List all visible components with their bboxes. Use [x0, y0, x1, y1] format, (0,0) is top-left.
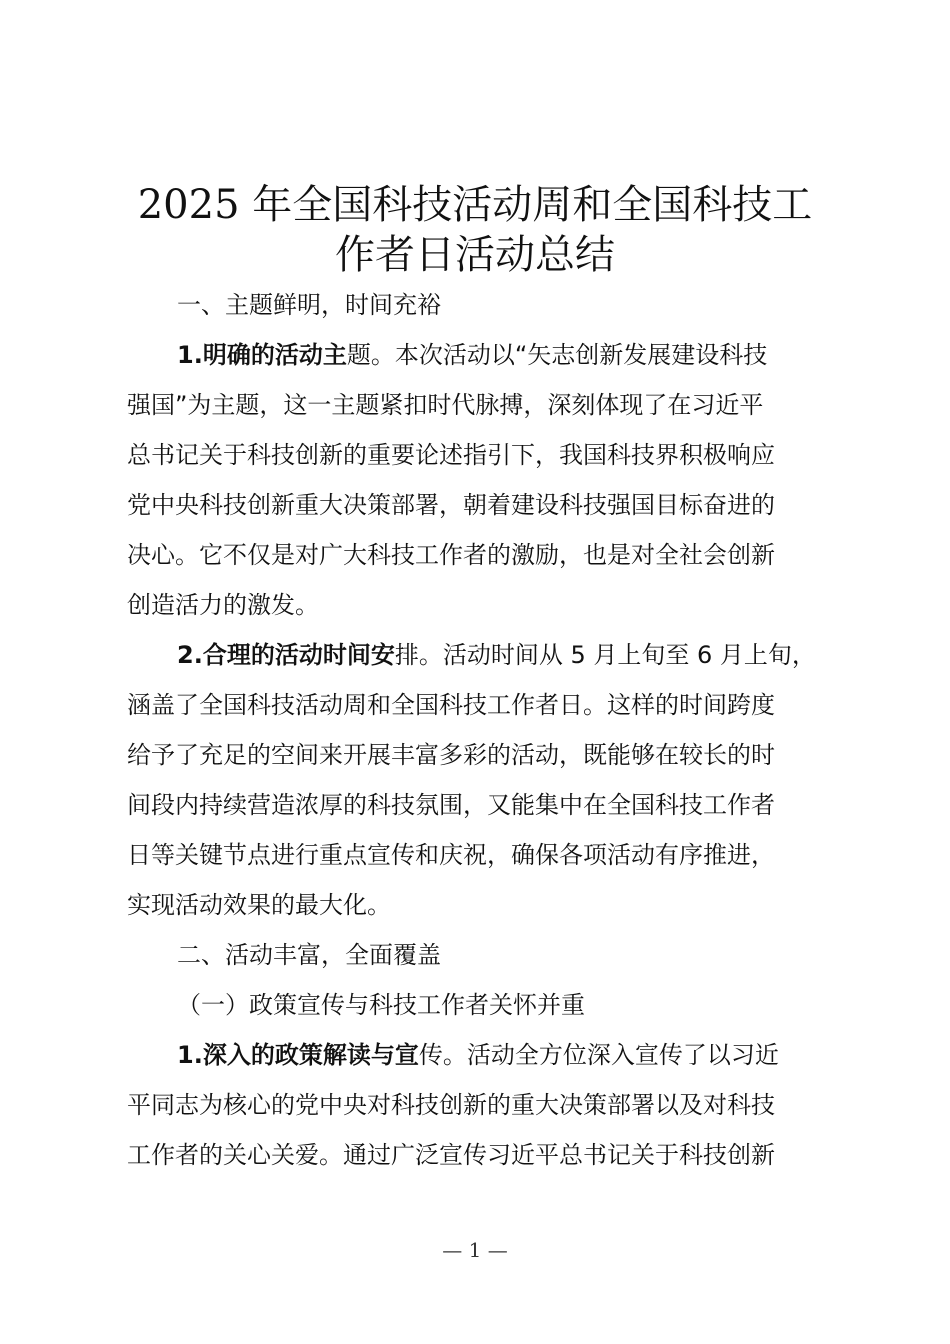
paragraph-3-text: 传。活动全方位深入宣传了以习近: [418, 1041, 779, 1069]
title-line-1: 2025 年全国科技活动周和全国科技工: [137, 182, 813, 228]
title-line-2: 作者日活动总结: [335, 232, 615, 278]
paragraph-1-line-3: 总书记关于科技创新的重要论述指引下，我国科技界积极响应: [127, 441, 775, 469]
paragraph-1-text: 题。本次活动以“矢志创新发展建设科技: [346, 341, 768, 369]
paragraph-3-line-1: [177, 1040, 779, 1070]
paragraph-2-lead: 2.合理的活动时间安: [177, 641, 395, 669]
paragraph-1-line-1: [177, 340, 767, 370]
paragraph-1-line-5: 决心。它不仅是对广大科技工作者的激励，也是对全社会创新: [127, 541, 775, 569]
paragraph-1-line-4: 党中央科技创新重大决策部署，朝着建设科技强国目标奋进的: [127, 491, 775, 519]
paragraph-2-line-4: 间段内持续营造浓厚的科技氛围，又能集中在全国科技工作者: [127, 791, 775, 819]
section-2-heading: 二、活动丰富，全面覆盖: [177, 941, 441, 969]
paragraph-1-line-6: 创造活力的激发。: [127, 591, 319, 619]
page-number: — 1 —: [442, 1238, 508, 1262]
paragraph-2-line-5: 日等关键节点进行重点宣传和庆祝，确保各项活动有序推进，: [127, 841, 775, 869]
document-title: [0, 180, 950, 280]
paragraph-2-line-1: [177, 640, 816, 670]
section-2-subheading: （一）政策宣传与科技工作者关怀并重: [177, 991, 585, 1019]
paragraph-1-line-2: 强国”为主题，这一主题紧扣时代脉搏，深刻体现了在习近平: [127, 391, 764, 419]
paragraph-3-line-2: 平同志为核心的党中央对科技创新的重大决策部署以及对科技: [127, 1091, 775, 1119]
paragraph-2-line-2: 涵盖了全国科技活动周和全国科技工作者日。这样的时间跨度: [127, 691, 775, 719]
paragraph-2-text: 排。活动时间从 5 月上旬至 6 月上旬，: [394, 641, 816, 669]
paragraph-1-lead: 1.明确的活动主: [177, 341, 347, 369]
paragraph-3-line-3: 工作者的关心关爱。通过广泛宣传习近平总书记关于科技创新: [127, 1141, 775, 1169]
paragraph-2-line-3: 给予了充足的空间来开展丰富多彩的活动，既能够在较长的时: [127, 741, 775, 769]
paragraph-3-lead: 1.深入的政策解读与宣: [177, 1041, 419, 1069]
paragraph-2-line-6: 实现活动效果的最大化。: [127, 891, 391, 919]
section-1-heading: 一、主题鲜明，时间充裕: [177, 291, 441, 319]
